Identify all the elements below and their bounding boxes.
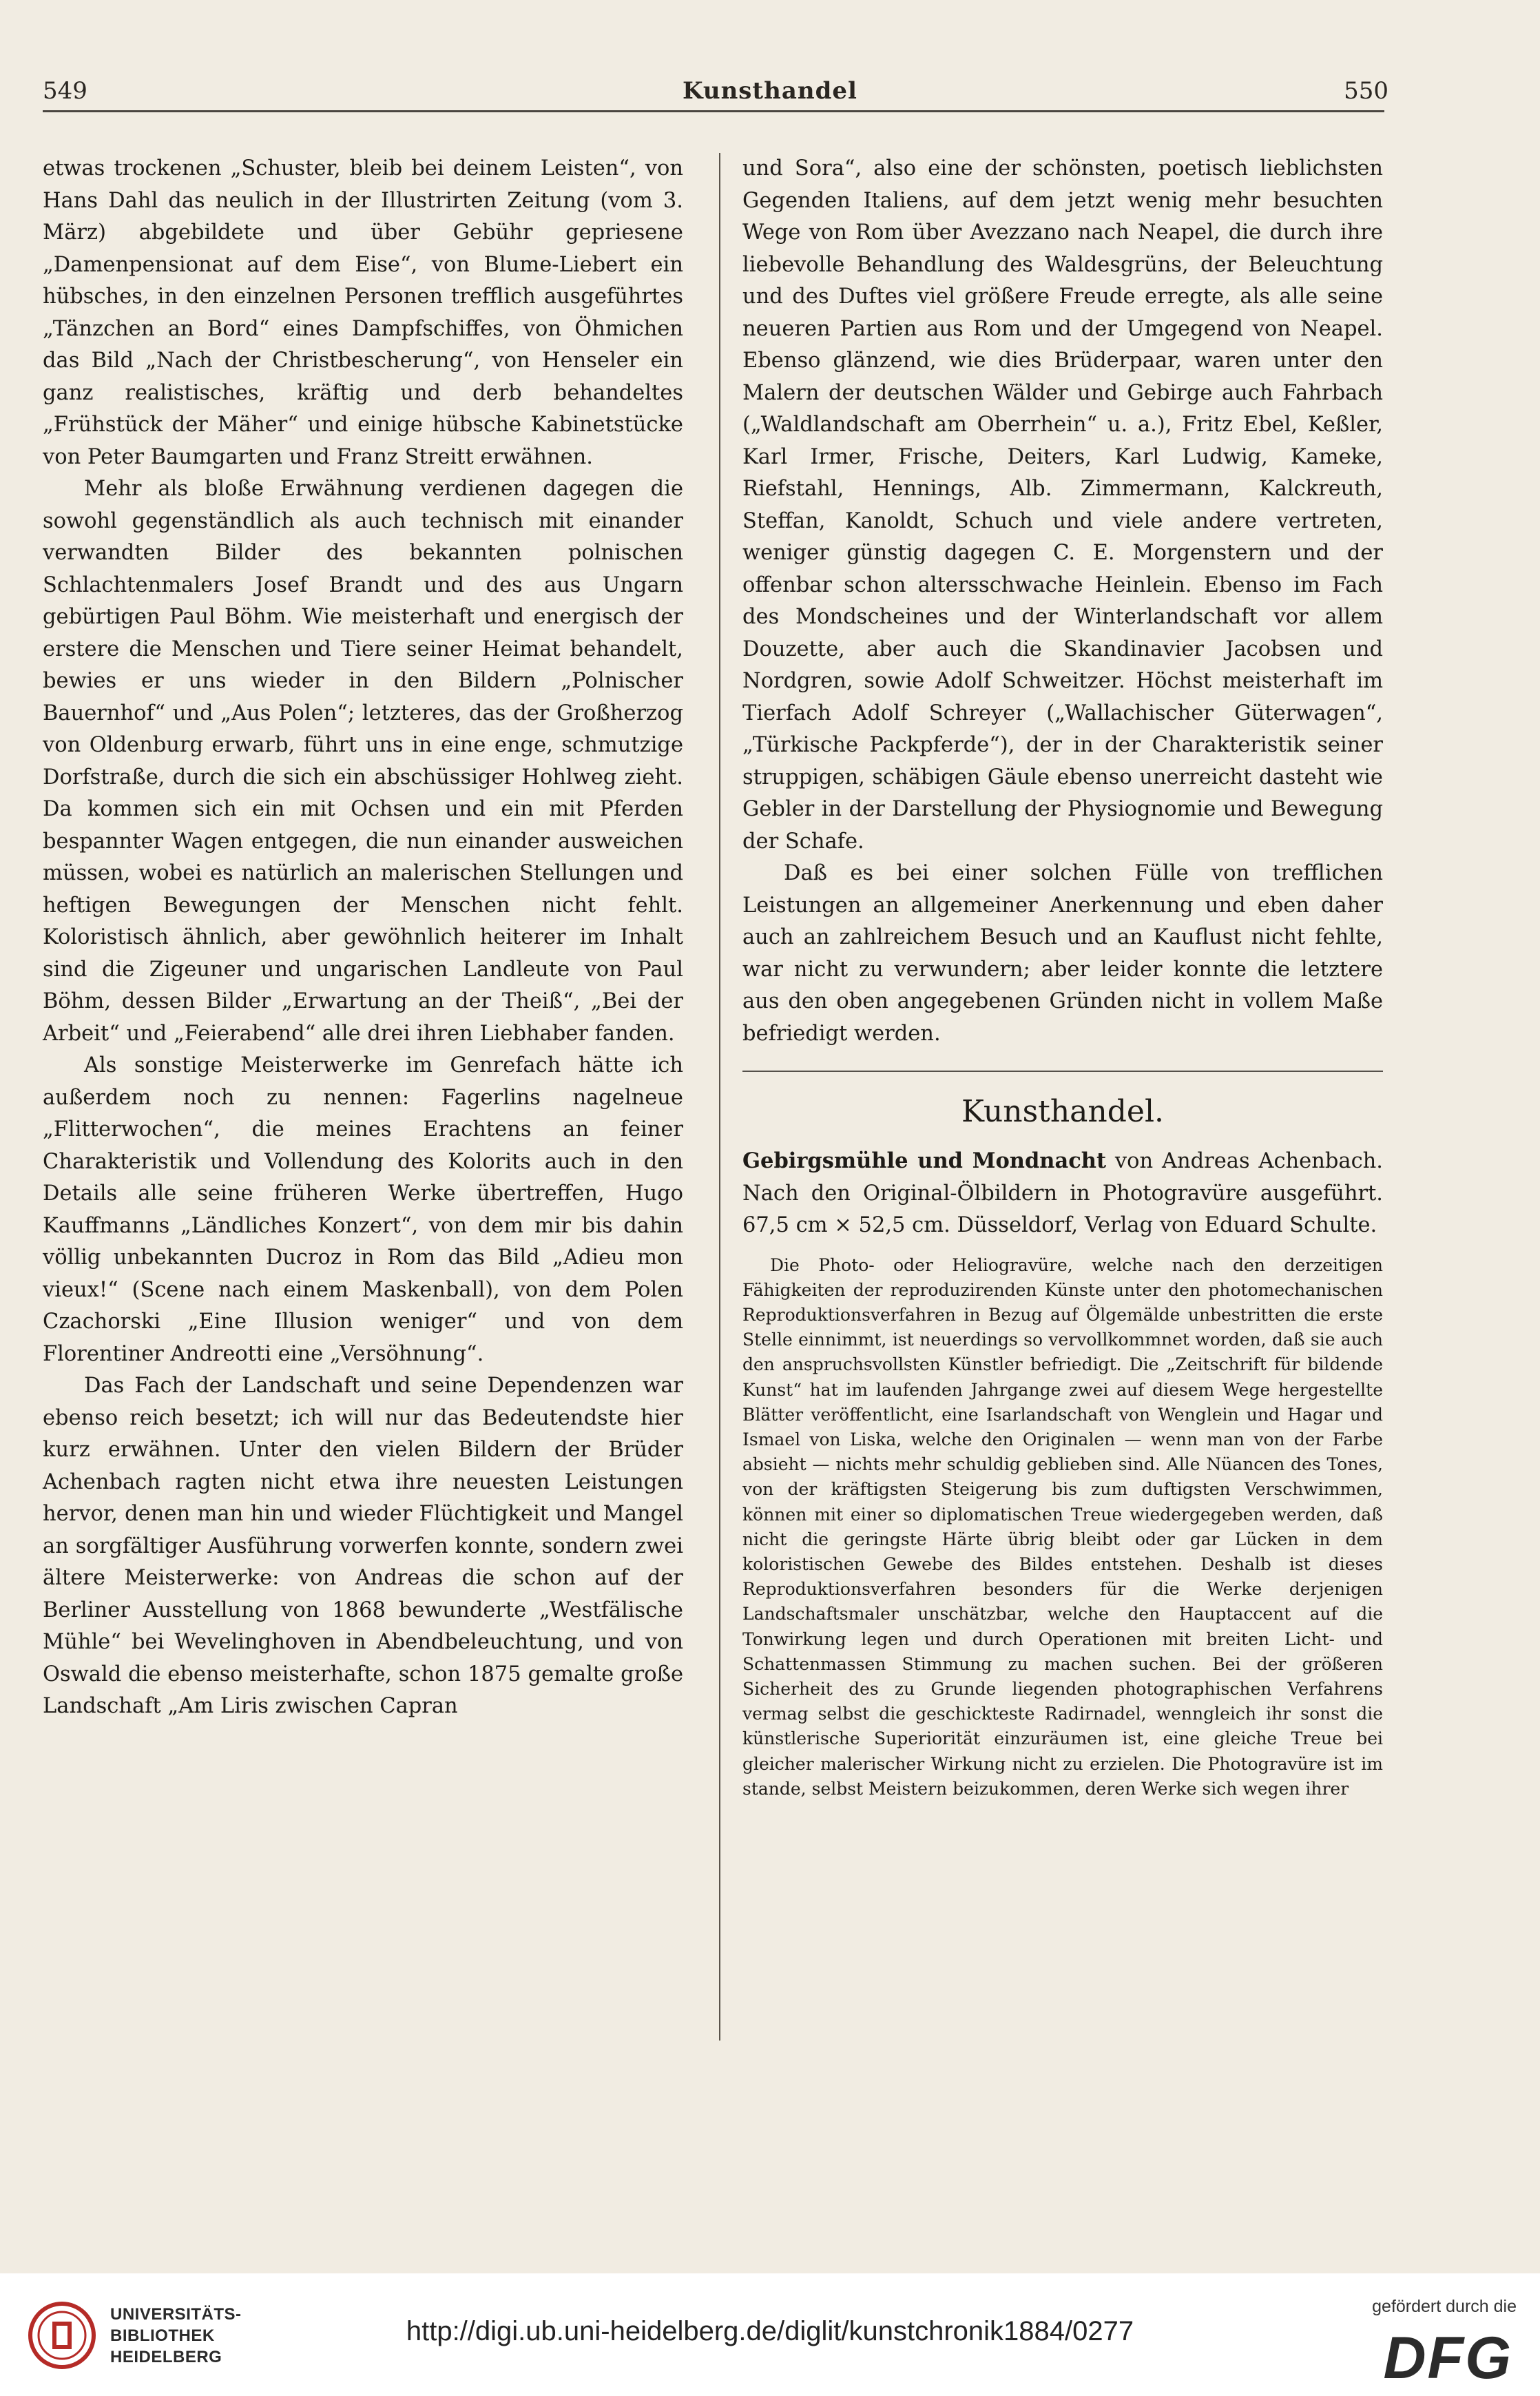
permalink[interactable]: http://digi.ub.uni-heidelberg.de/diglit/kunstchronik1884/0277 [406,2316,1134,2346]
funding-note: gefördert durch die [1372,2297,1517,2316]
footer-bar [0,2273,1540,2396]
entry-title: Gebirgsmühle und Mondnacht [742,1148,1107,1173]
paragraph: Als sonstige Meisterwerke im Genrefach hätte ich außerdem noch zu nennen: Fagerlins nagelneue „Flitterwochen“, die meines Erachtens an feiner Charakteristik und Vollendung des Kolorits auch in den Details alle seine früheren Werke übertreffen, Hugo Kauffmanns „Ländliches Konzert“, von dem mir bis dahin völlig unbekannten Ducroz in Rom das Bild „Adieu mon vieux!“ (Scene nach einem Maskenball), von dem Polen Czachorski „Eine Illusion weniger“ und von dem Florentiner Andreotti eine „Versöhnung“. [43,1053,683,1366]
header-rule [43,110,1384,112]
paragraph: etwas trockenen „Schuster, bleib bei deinem Leisten“, von Hans Dahl das neulich in der Illustrirten Zeitung (vom 3. März) abgebildete und über Gebühr gepriesene „Damenpensionat auf dem Eise“, von Blume-Liebert ein hübsches, in den einzelnen Personen trefflich ausgeführtes „Tänzchen an Bord“ eines Dampfschiffes, von Öhmichen das Bild „Nach der Christbescherung“, von Henseler ein ganz realistisches, kräftig und derb behandeltes „Frühstück der Mäher“ und einige hübsche Kabinetstücke von Peter Baumgarten und Franz Streitt erwähnen. [43,156,683,469]
paragraph: Mehr als bloße Erwähnung verdienen dagegen die sowohl gegenständlich als auch technisch mit einander verwandten Bilder des bekannten polnischen Schlachtenmalers Josef Brandt und des aus Ungarn gebürtigen Paul Böhm. Wie meisterhaft und energisch der erstere die Menschen und Tiere seiner Heimat behandelt, bewies er uns wieder in den Bildern „Polnischer Bauernhof“ und „Aus Polen“; letzteres, das der Großherzog von Oldenburg erwarb, führt uns in eine enge, schmutzige Dorfstraße, durch die sich ein abschüssiger Hohlweg zieht. Da kommen sich ein mit Ochsen und ein mit Pferden bespannter Wagen entgegen, die nun einander ausweichen müssen, wobei es natürlich an malerischen Stellungen und heftigen Bewegungen der Menschen nicht fehlt. Koloristisch ähnlich, aber gewöhnlich heiterer im Inhalt sind die Zigeuner und ungarischen Landleute von Paul Böhm, dessen Bilder „Erwartung an der Theiß“, „Bei der Arbeit“ und „Feierabend“ alle drei ihren Liebhaber fanden. [43,477,683,1046]
paragraph: Das Fach der Landschaft und seine Dependenzen war ebenso reich besetzt; ich will nur das Bedeutendste hier kurz erwähnen. Unter den vielen Bildern der Brüder Achenbach ragten nicht etwa ihre neuesten Leistungen hervor, denen man hin und wieder Flüchtigkeit und Mangel an sorgfältiger Ausführung vorwerfen konnte, sondern zwei ältere Meisterwerke: von Andreas die schon auf der Berliner Ausstellung von 1868 bewunderte „Westfälische Mühle“ bei Wevelinghoven in Abendbeleuchtung, und von Oswald die ebenso meisterhafte, schon 1875 gemalte große Landschaft „Am Liris zwischen Capran [43,1374,683,1718]
running-header: Kunsthandel [683,77,857,105]
page-number-left: 549 [43,77,87,105]
page-number-right: 550 [1344,77,1388,105]
right-column [742,153,1383,1801]
left-column [43,153,683,1723]
dfg-logo: DFG [1383,2325,1512,2391]
section-separator [742,1071,1383,1072]
column-rule [719,153,720,2041]
paragraph: Die Photo- oder Heliogravüre, welche nach den derzeitigen Fähigkeiten der reproduzirenden Künste unter den photomechanischen Reproduktionsverfahren in Bezug auf Ölgemälde unbestritten die erste Stelle einnimmt, ist neuerdings so vervollkommnet worden, daß sie auch den anspruchsvollsten Künstler befriedigt. Die „Zeitschrift für bildende Kunst“ hat im laufenden Jahrgange zwei auf diesem Wege hergestellte Blätter veröffentlicht, eine Isarlandschaft von Wenglein und Hagar und Ismael von Liska, welche den Originalen — wenn man von der Farbe absieht — nichts mehr schuldig geblieben sind. Alle Nüancen des Tones, von der kräftigsten Steigerung bis zum duftigsten Verschwimmen, können mit einer so diplomatischen Treue wiedergegeben werden, daß nicht die geringste Härte übrig bleibt oder gar Lücken in dem koloristischen Gewebe des Bildes entstehen. Deshalb ist dieses Reproduktionsverfahren besonders für die Werke derjenigen Landschaftsmaler unschätzbar, welche den Hauptaccent auf die Tonwirkung legen und durch Operationen mit breiten Licht- und Schattenmassen Stimmung zu machen suchen. Bei der größeren Sicherheit des zu Grunde liegenden photographischen Verfahrens vermag selbst die geschickteste Radirnadel, wenngleich ihr sonst die künstlerische Superiorität einzuräumen ist, eine gleiche Treue bei gleicher malerischer Wirkung nicht zu erzielen. Die Photogravüre ist im stande, selbst Meistern beizukommen, deren Werke sich wegen ihrer [742,1254,1383,1799]
library-name: UNIVERSITÄTS- BIBLIOTHEK HEIDELBERG [110,2305,242,2366]
section-title: Kunsthandel. [961,1094,1164,1129]
entry-details: von Andreas Achenbach. Nach den Original-Ölbildern in Photogravüre ausgeführt. 67,5 cm × 52,5 cm. Düsseldorf, Verlag von Eduard Schulte. [742,1149,1383,1237]
paragraph: Daß es bei einer solchen Fülle von trefflichen Leistungen an allgemeiner Anerkennung und eben daher auch an zahlreichem Besuch und an Kauflust nicht fehlte, war nicht zu verwundern; aber leider konnte die letztere aus den oben angegebenen Gründen nicht in vollem Maße befriedigt werden. [742,861,1383,1046]
catalog-entry [742,1145,1383,1242]
review-text [742,1253,1383,1801]
paragraph: und Sora“, also eine der schönsten, poetisch lieblichsten Gegenden Italiens, auf dem jetzt wenig mehr besuchten Wege von Rom über Avezzano nach Neapel, die durch ihre liebevolle Behandlung des Waldesgrüns, der Beleuchtung und des Duftes viel größere Freude erregte, als alle seine neueren Partien aus Rom und der Umgegend von Neapel. Ebenso glänzend, wie dies Brüderpaar, waren unter den Malern der deutschen Wälder und Gebirge auch Fahrbach („Waldlandschaft am Oberrhein“ u. a.), Fritz Ebel, Keßler, Karl Irmer, Frische, Deiters, Karl Ludwig, Kameke, Riefstahl, Hennings, Alb. Zimmermann, Kalckreuth, Steffan, Kanoldt, Schuch und viele andere vertreten, weniger günstig dagegen C. E. Morgenstern und der offenbar schon altersschwache Heinlein. Ebenso im Fach des Mondscheines und der Winterlandschaft vor allem Douzette, aber auch die Skandinavier Jacobsen und Nordgren, sowie Adolf Schweitzer. Höchst meisterhaft im Tierfach Adolf Schreyer („Wallachischer Güterwagen“, „Türkische Packpferde“), der in der Charakteristik seiner struppigen, schäbigen Gäule ebenso unerreicht dasteht wie Gebler in der Darstellung der Physiognomie und Bewegung der Schafe. [742,156,1383,854]
